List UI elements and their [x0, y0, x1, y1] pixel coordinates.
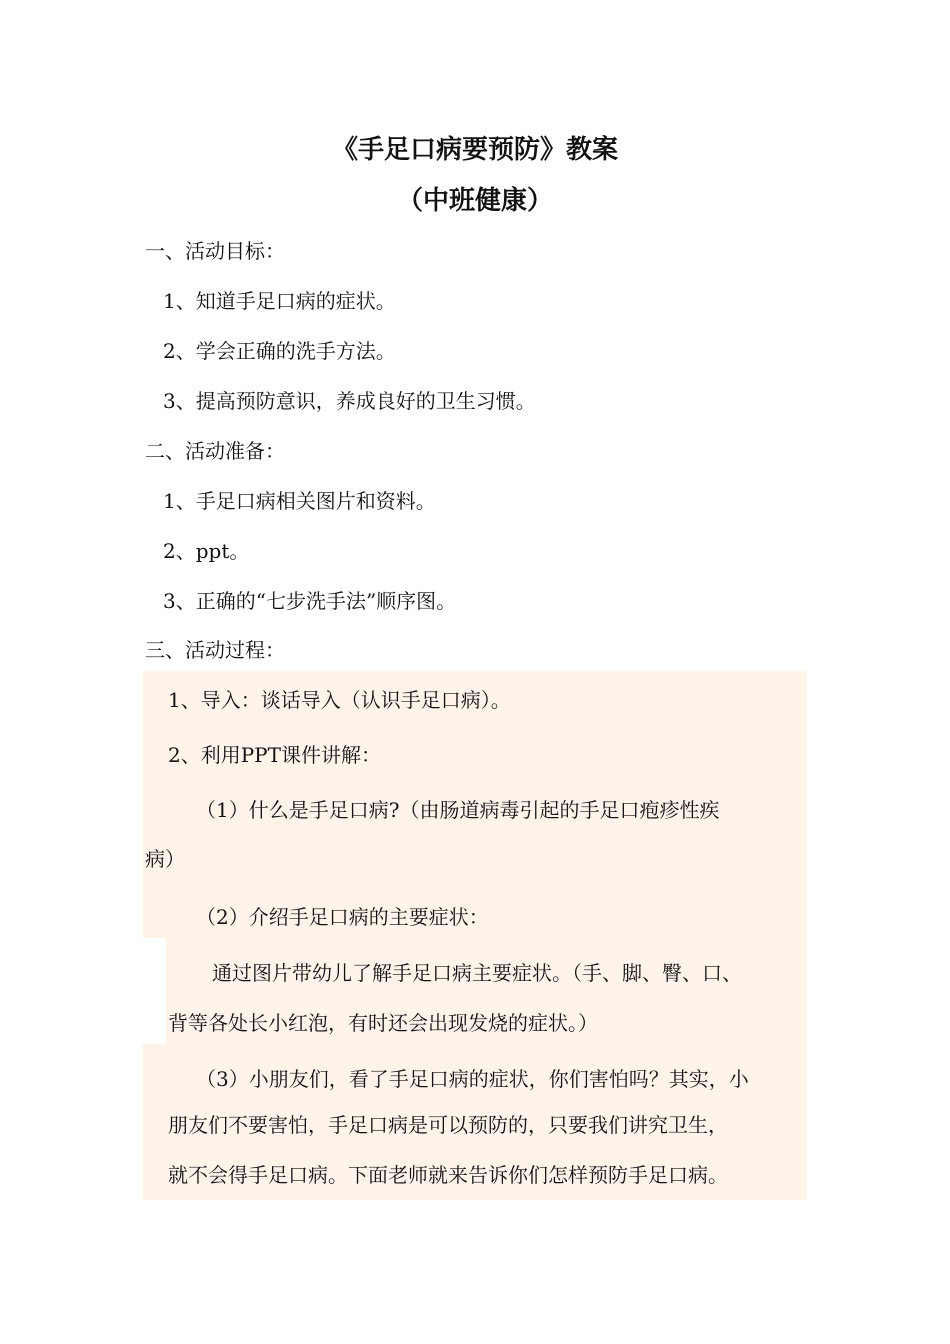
process-paragraph: 2、利用PPT课件讲解：: [168, 743, 381, 767]
preparation-item: 3、正确的“七步洗手法”顺序图。: [163, 589, 457, 613]
preparation-item: 1、手足口病相关图片和资料。: [163, 489, 436, 513]
section-heading-preparation: 二、活动准备：: [145, 439, 285, 463]
process-paragraph: 背等各处长小红泡，有时还会出现发烧的症状。）: [168, 1011, 598, 1035]
goal-item: 2、学会正确的洗手方法。: [163, 339, 396, 363]
goal-item: 3、提高预防意识，养成良好的卫生习惯。: [163, 389, 536, 413]
preparation-item: 2、ppt。: [163, 539, 250, 563]
process-paragraph: 朋友们不要害怕，手足口病是可以预防的，只要我们讲究卫生，: [168, 1113, 728, 1137]
section-heading-process: 三、活动过程：: [145, 638, 285, 662]
document-subtitle: （中班健康）: [396, 186, 553, 216]
process-paragraph: 病）: [145, 847, 185, 871]
process-paragraph: 1、导入：谈话导入（认识手足口病）。: [168, 688, 511, 712]
process-paragraph: 就不会得手足口病。下面老师就来告诉你们怎样预防手足口病。: [168, 1163, 728, 1187]
document-title: 《手足口病要预防》教案: [331, 135, 618, 165]
process-paragraph: 通过图片带幼儿了解手足口病主要症状。（手、脚、臀、口、: [212, 961, 742, 985]
process-paragraph: （3）小朋友们，看了手足口病的症状，你们害怕吗？其实，小: [196, 1067, 749, 1091]
process-paragraph: （1）什么是手足口病?（由肠道病毒引起的手足口疱疹性疾: [196, 798, 720, 822]
highlight-gap: [143, 938, 166, 1044]
section-heading-goals: 一、活动目标：: [145, 239, 285, 263]
process-paragraph: （2）介绍手足口病的主要症状：: [196, 905, 489, 929]
goal-item: 1、知道手足口病的症状。: [163, 289, 396, 313]
